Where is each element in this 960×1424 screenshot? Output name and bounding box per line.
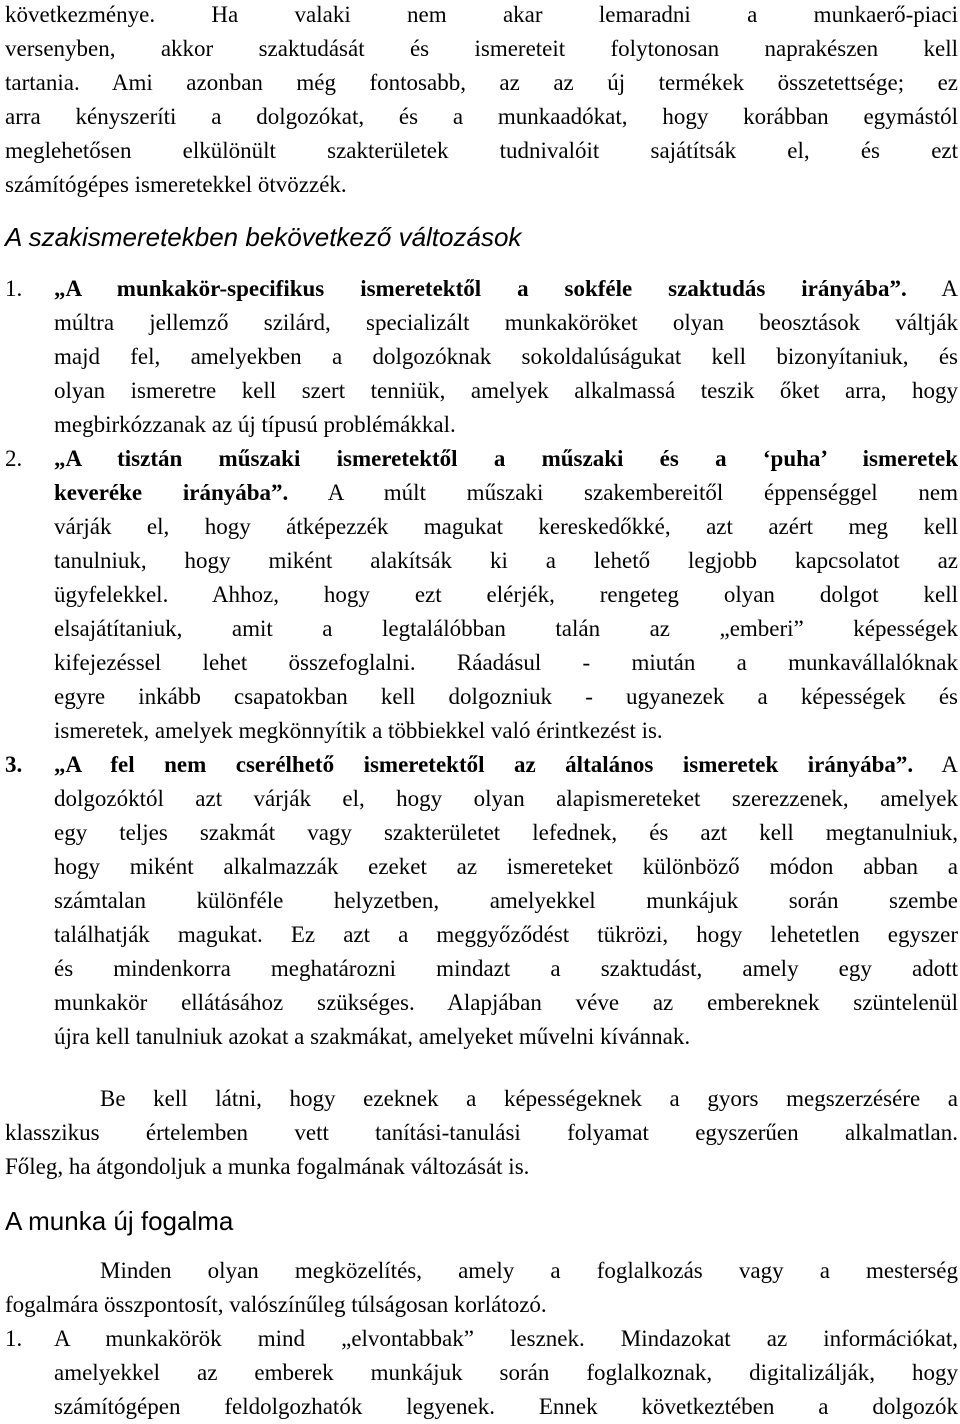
list-item-title: „A fel nem cserélhető ismeretektől az általános ismeretek irányába”. xyxy=(54,752,914,777)
section-heading: A szakismeretekben bekövetkező változások xyxy=(5,222,522,252)
paragraph-line: Főleg, ha átgondoljuk a munka fogalmának változását is. xyxy=(5,1154,530,1179)
intro-line: tartania. Ami azonban még fontosabb, az az új termékek összetettsége; ez xyxy=(5,70,958,95)
list-item-title: „A tisztán műszaki ismeretektől a műszaki és a ‘puha’ ismeretek xyxy=(54,446,958,471)
list-item-line xyxy=(54,480,958,506)
list-item-line: A munkakörök mind „elvontabbak” lesznek. Mindazokat az információkat, xyxy=(54,1326,958,1351)
list-number: 2. xyxy=(5,446,23,471)
list-item-line: ismeretek, amelyek megkönnyítik a többiekkel való érintkezést is. xyxy=(54,718,663,743)
list-item-line: elsajátítaniuk, amit a legtalálóbban talán az „emberi” képességek xyxy=(54,616,958,641)
list-item-line: múltra jellemző szilárd, specializált munkaköröket olyan beosztások váltják xyxy=(54,310,958,335)
list-item-line: megbirkózzanak az új típusú problémákkal. xyxy=(54,412,456,437)
paragraph-line: klasszikus értelemben vett tanítási-tanulási folyamat egyszerűen alkalmatlan. xyxy=(5,1120,958,1145)
intro-line: versenyben, akkor szaktudását és ismereteit folytonosan naprakészen kell xyxy=(5,36,958,61)
list-number: 3. xyxy=(5,752,23,777)
list-item-line: amelyekkel az emberek munkájuk során foglalkoznak, digitalizálják, hogy xyxy=(54,1360,958,1385)
list-item-line xyxy=(54,276,958,302)
list-item-line: újra kell tanulniuk azokat a szakmákat, amelyeket művelni kívánnak. xyxy=(54,1024,691,1049)
section-heading: A munka új fogalma xyxy=(5,1206,234,1236)
list-item-text: A xyxy=(906,276,959,301)
list-item-line: és mindenkorra meghatározni mindazt a szaktudást, amely egy adott xyxy=(54,956,958,981)
list-item-line: számtalan különféle helyzetben, amelyekkel munkájuk során szembe xyxy=(54,888,958,913)
list-item-line: dolgozóktól azt várják el, hogy olyan alapismereteket szerezzenek, amelyek xyxy=(54,786,958,811)
list-item-line: találhatják magukat. Ez azt a meggyőződést tükrözi, hogy lehetetlen egyszer xyxy=(54,922,958,947)
list-item-line: egy teljes szakmát vagy szakterületet lefednek, és azt kell megtanulniuk, xyxy=(54,820,958,845)
list-item-line xyxy=(54,752,958,778)
list-item-line: majd fel, amelyekben a dolgozóknak sokoldalúságukat kell bizonyítaniuk, és xyxy=(54,344,958,369)
list-item-line: olyan ismeretre kell szert tenniük, amelyek alkalmassá teszik őket arra, hogy xyxy=(54,378,958,403)
list-item-line: kifejezéssel lehet összefoglalni. Ráadásul - miután a munkavállalóknak xyxy=(54,650,958,675)
intro-line: meglehetősen elkülönült szakterületek tudnivalóit sajátítsák el, és ezt xyxy=(5,138,958,163)
list-item-text: A múlt műszaki szakembereitől éppenséggel nem xyxy=(288,480,958,505)
list-item-title: keveréke irányába”. xyxy=(54,480,289,505)
list-item-line: hogy miként alkalmazzák ezeket az ismereteket különböző módon abban a xyxy=(54,854,958,879)
list-item-line: várják el, hogy átképezzék magukat kereskedőkké, azt azért meg kell xyxy=(54,514,958,539)
list-item-line xyxy=(54,446,958,472)
intro-line: arra kényszeríti a dolgozókat, és a munkaadókat, hogy korábban egymástól xyxy=(5,104,958,129)
paragraph-line: Minden olyan megközelítés, amely a foglalkozás vagy a mesterség xyxy=(100,1258,958,1283)
paragraph-line: Be kell látni, hogy ezeknek a képességeknek a gyors megszerzésére a xyxy=(100,1086,958,1111)
list-number: 1. xyxy=(5,276,23,301)
paragraph-line: fogalmára összpontosít, valószínűleg túlságosan korlátozó. xyxy=(5,1292,547,1317)
intro-line: következménye. Ha valaki nem akar lemaradni a munkaerő-piaci xyxy=(5,2,958,27)
list-item-line: munkakör ellátásához szükséges. Alapjában véve az embereknek szüntelenül xyxy=(54,990,958,1015)
list-item-line: számítógépen feldolgozhatók legyenek. Ennek következtében a dolgozók xyxy=(54,1394,958,1419)
list-item-text: A xyxy=(913,752,959,777)
list-item-line: ügyfelekkel. Ahhoz, hogy ezt elérjék, rengeteg olyan dolgot kell xyxy=(54,582,958,607)
intro-line: számítógépes ismeretekkel ötvözzék. xyxy=(5,172,347,197)
list-item-line: tanulniuk, hogy miként alakítsák ki a lehető legjobb kapcsolatot az xyxy=(54,548,958,573)
list-item-title: „A munkakör-specifikus ismeretektől a sokféle szaktudás irányába”. xyxy=(54,276,907,301)
list-item-line: egyre inkább csapatokban kell dolgozniuk - ugyanezek a képességek és xyxy=(54,684,958,709)
list-number: 1. xyxy=(5,1326,23,1351)
